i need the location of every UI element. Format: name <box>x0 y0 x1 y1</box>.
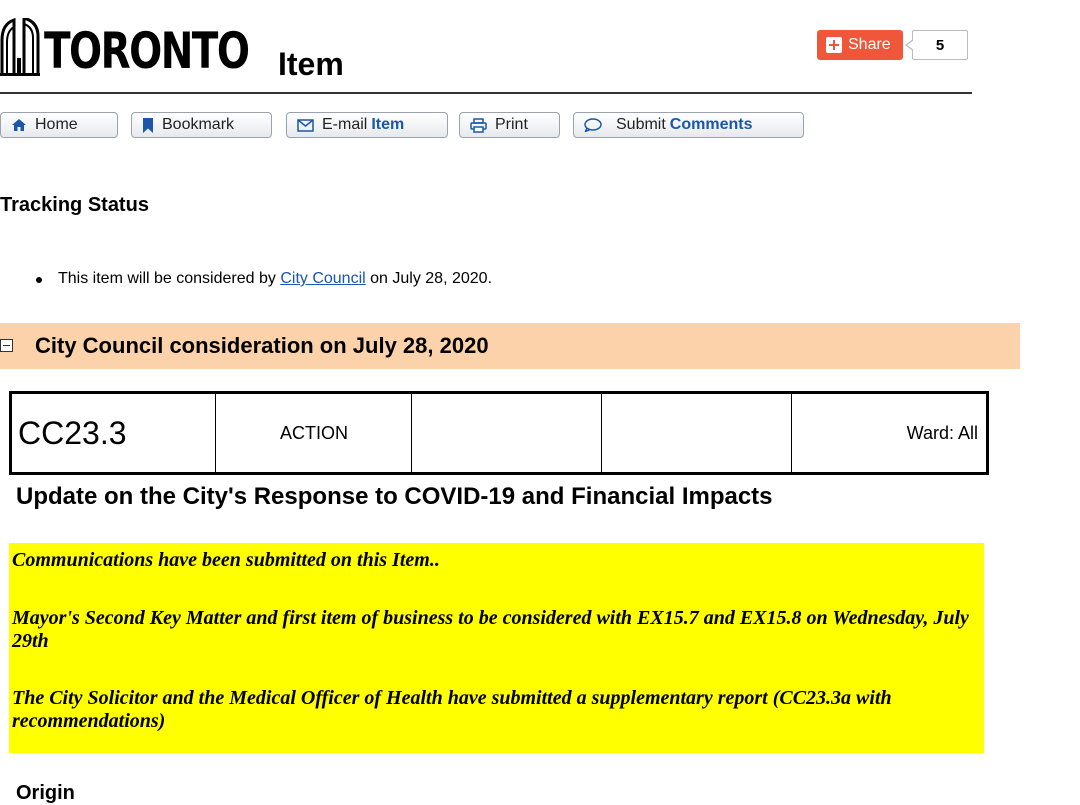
page-title: Item <box>278 46 344 82</box>
print-button[interactable] <box>459 112 560 138</box>
tracking-status-heading: Tracking Status <box>0 194 149 216</box>
share-label: Share <box>848 36 891 53</box>
council-consideration-title: City Council consideration on July 28, 2020 <box>35 333 489 358</box>
home-icon <box>11 118 27 132</box>
item-title: Update on the City's Response to COVID-19 and Financial Impacts <box>16 483 773 510</box>
submit-label-strong: Comments <box>669 116 753 133</box>
item-summary-table <box>9 391 989 475</box>
item-type: ACTION <box>216 394 412 472</box>
origin-heading: Origin <box>16 782 75 804</box>
comment-icon <box>584 118 602 132</box>
envelope-icon <box>297 119 314 132</box>
bookmark-icon <box>142 118 154 133</box>
collapse-icon[interactable] <box>0 339 13 352</box>
item-ward: Ward: All <box>906 422 978 443</box>
home-button[interactable] <box>0 112 118 138</box>
toronto-logo[interactable] <box>0 14 306 80</box>
bullet-icon <box>36 277 42 283</box>
email-label-strong: Item <box>371 116 405 133</box>
submit-label: Submit <box>616 116 666 133</box>
item-notice <box>9 543 984 753</box>
email-label: E-mail <box>322 116 368 133</box>
item-cell-empty-2 <box>602 394 792 472</box>
logo-wordmark: TORONTO <box>44 22 249 80</box>
share-button[interactable] <box>817 30 903 60</box>
print-label: Print <box>495 116 528 133</box>
notice-line-supplementary: The City Solicitor and the Medical Officer of Health have submitted a supplementary report (CC23.3a with recommendations) <box>12 687 892 732</box>
tracking-suffix: on July 28, 2020. <box>370 270 493 287</box>
bookmark-button[interactable] <box>131 112 272 138</box>
tracking-item <box>58 270 492 287</box>
plus-icon <box>826 37 842 53</box>
notice-line-key-matter: Mayor's Second Key Matter and first item of business to be considered with EX15.7 and EX15.8 on Wednesday, July 29th <box>12 607 969 652</box>
printer-icon <box>470 118 487 133</box>
submit-comments-button[interactable] <box>573 112 804 138</box>
email-item-button[interactable] <box>286 112 448 138</box>
header-divider <box>0 92 972 94</box>
bookmark-label: Bookmark <box>162 116 235 133</box>
share-count: 5 <box>912 30 968 60</box>
city-hall-icon <box>0 18 40 76</box>
tracking-prefix: This item will be considered by <box>58 270 276 287</box>
council-consideration-header[interactable] <box>0 323 1020 369</box>
notice-line-communications: Communications have been submitted on this Item.. <box>12 549 440 571</box>
item-cell-empty-1 <box>412 394 602 472</box>
city-council-link[interactable]: City Council <box>280 270 366 287</box>
home-label: Home <box>35 116 78 133</box>
item-number: CC23.3 <box>12 394 216 472</box>
tracking-list <box>36 270 493 288</box>
